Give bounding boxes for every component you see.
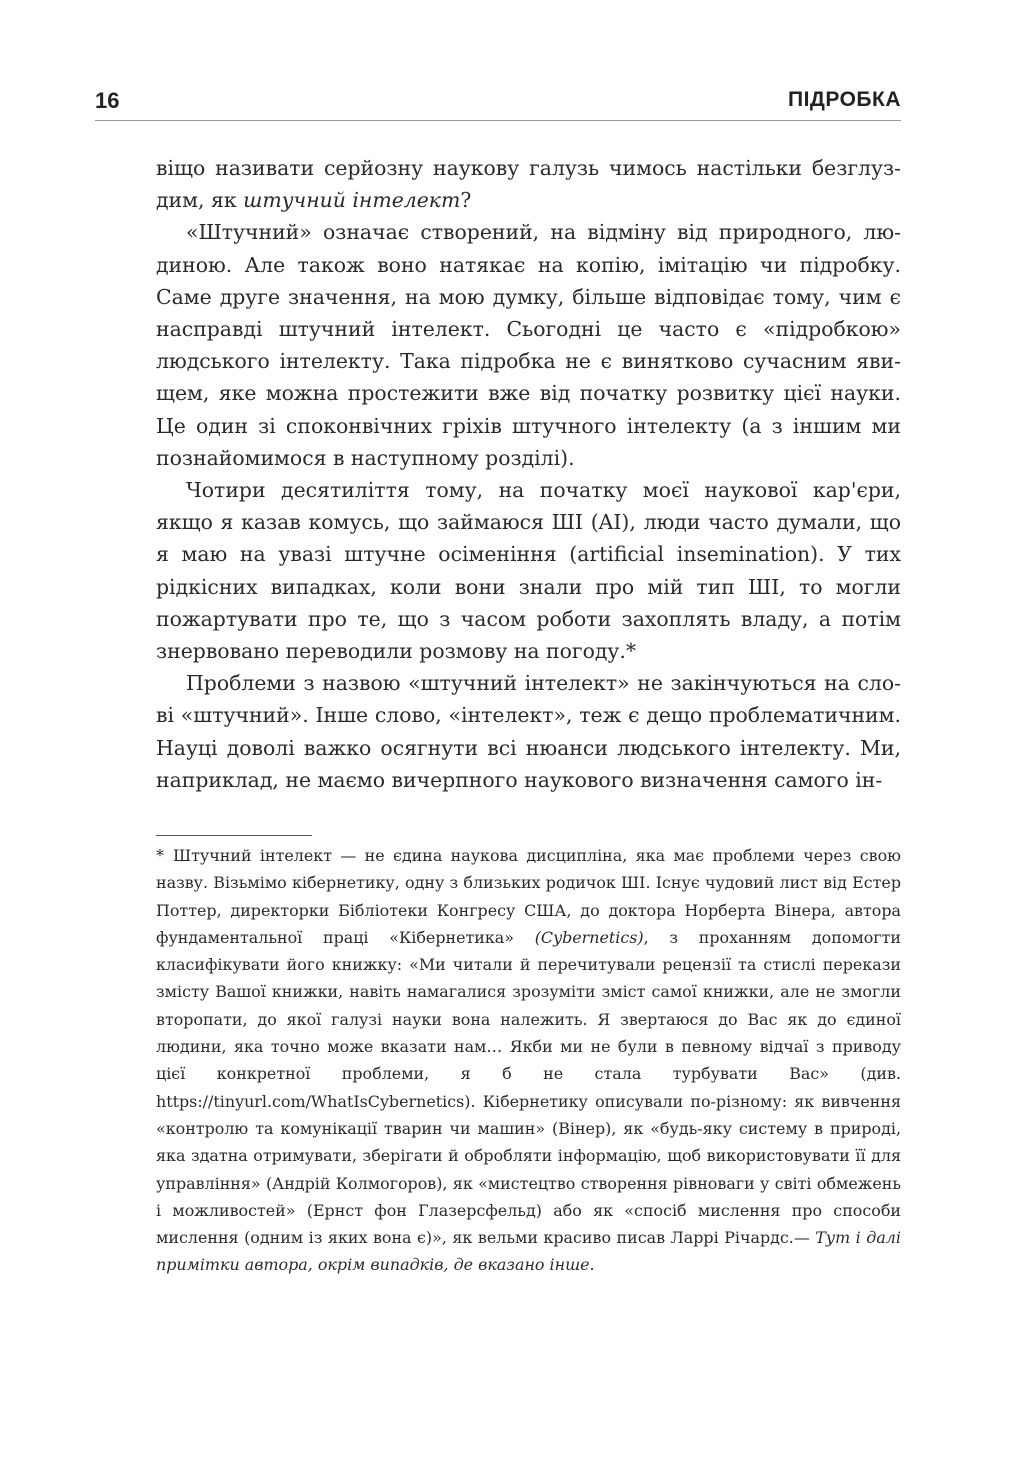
paragraph: Чотири десятиліття тому, на початку моєї наукової кар'єри, якщо я казав комусь, що займаюся ШІ (AI), люди часто думали, що я маю на увазі штучне осіменіння (artificial insemination). У тих рідкісних випадках, коли вони знали про мій тип ШІ, то могли пожартувати про те, що з часом роботи захоплять владу, а потім знервовано переводили розмову на погоду.* (156, 478, 901, 664)
paragraph: «Штучний» означає створений, на відміну від природного, людиною. Але також воно натякає на копію, імітацію чи підробку. Саме друге значення, на мою думку, більше відповідає тому, чим є насправді штучний інтелект. Сьогодні це часто є «підробкою» людського інтелекту. Така підробка не є винятково сучасним явищем, яке можна простежити вже від початку розвитку цієї науки. Це один зі споконвічних гріхів штучного інтелекту (а з іншим ми познайомимося в наступному розділі). (156, 220, 901, 470)
footnote-text-part: Штучний інтелект — не єдина наукова дисципліна, яка має проблеми через свою назву. Візьмімо кібернетику, одну з близьких родичок ШІ. Існує чудовий лист від Естер Поттер, директорки Бібліотеки Конгресу США, до доктора Норберта Вінера, автора фундаментальної праці «Кібернетика» (156, 846, 901, 947)
paragraph-continuation (156, 152, 901, 216)
footnote-text (156, 842, 901, 1279)
footnote-marker: * (156, 846, 164, 865)
running-head: ПІДРОБКА (787, 88, 901, 111)
paragraph-text: ? (460, 188, 472, 213)
footnote (156, 842, 901, 1279)
footnote-divider (156, 835, 312, 836)
paragraph: Проблеми з назвою «штучний інтелект» не закінчуються на слові «штучний». Інше слово, «інтелект», теж є дещо проблематичним. Науці доволі важко осягнути всі нюанси людського інтелекту. Ми, наприклад, не маємо вичерпного наукового визначення самого ін- (156, 671, 901, 792)
paragraph-text: віщо називати серйозну наукову галузь чимось настільки безглуздим, як (156, 156, 901, 213)
footnote-emphasis: (Cybernetics) (534, 927, 644, 947)
emphasis-term: штучний інтелект (243, 188, 461, 213)
footnote-text-part: , з проханням допомогти класифікувати його книжку: «Ми читали й перечитували рецензії та стислі перекази змісту Вашої книжки, навіть намагалися зрозуміти зміст самої книжки, але не змогли второпати, до якої галузі науки вона належить. Я звертаюся до Вас як до єдиної людини, яка точно може вказати нам… Якби ми не були в певному відчаї з приводу цієї конкретної проблеми, я б не стала турбувати Вас» (див. https://tinyurl.com/WhatIsCybernetics). Кібернетику описували по-різному: як вивчення «контролю та комунікації тварин чи машин» (Вінер), як «будь-яку систему в природі, яка здатна отримувати, зберігати й обробляти інформацію, щоб використовувати її для управління» (Андрій Колмогоров), як «мистецтво створення рівноваги у світі обмежень і можливостей» (Ернст фон Глазерсфельд) або як «спосіб мислення про способи мислення (одним із яких вона є)», як вельми красиво писав Ларрі Річардс.— (156, 927, 901, 1248)
page-header (95, 86, 901, 121)
main-text (156, 152, 901, 796)
footnote-author-note: Тут і далі примітки автора, окрім випадків, де вказано інше. (156, 1228, 901, 1275)
page-number: 16 (95, 88, 120, 113)
